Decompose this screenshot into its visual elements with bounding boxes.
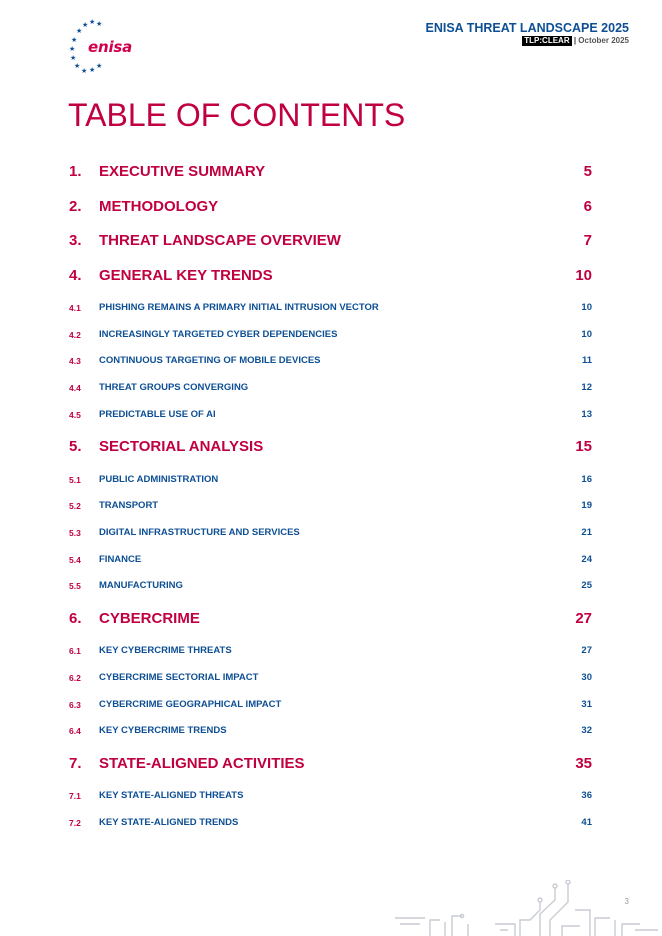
svg-text:★: ★ [89, 18, 96, 26]
toc-entry-page: 21 [581, 527, 592, 538]
header-subline [425, 36, 629, 46]
toc-entry-label[interactable]: DIGITAL INFRASTRUCTURE AND SERVICES [99, 527, 300, 538]
toc-entry-label[interactable]: CYBERCRIME SECTORIAL IMPACT [99, 672, 259, 683]
toc-entry-number: 4.2 [69, 330, 81, 340]
header-separator: | [571, 36, 579, 45]
svg-text:★: ★ [96, 20, 103, 28]
toc-entry-number: 5.1 [69, 475, 81, 485]
toc-entry-label[interactable]: TRANSPORT [99, 500, 159, 511]
toc-entry-page: 10 [581, 329, 592, 340]
toc-entry-page: 36 [581, 790, 592, 801]
toc-entry-page: 32 [581, 725, 592, 736]
toc-entry-page: 5 [583, 163, 592, 180]
toc-entry-label[interactable]: PUBLIC ADMINISTRATION [99, 474, 219, 485]
toc-entry-label[interactable]: SECTORIAL ANALYSIS [99, 438, 264, 455]
toc-entry-page: 10 [581, 302, 592, 313]
toc-entry-label[interactable]: EXECUTIVE SUMMARY [99, 163, 266, 180]
toc-entry-number: 4.3 [69, 356, 81, 366]
page-number: 3 [624, 897, 629, 906]
toc-entry-label[interactable]: METHODOLOGY [99, 198, 219, 215]
page-header [425, 21, 629, 46]
document-date: October 2025 [578, 36, 629, 45]
toc-entry-number: 3. [69, 232, 82, 249]
svg-text:★: ★ [70, 54, 77, 62]
toc-entry-page: 6 [583, 198, 592, 215]
toc-entry-number: 1. [69, 163, 82, 180]
toc-entry-page: 7 [583, 232, 592, 249]
toc-entry-page: 25 [581, 580, 592, 591]
toc-entry-page: 41 [581, 817, 592, 828]
toc-entry-label[interactable]: MANUFACTURING [99, 580, 183, 591]
toc-entry-number: 7. [69, 755, 82, 772]
svg-text:★: ★ [81, 67, 88, 75]
toc-entry-page: 27 [581, 645, 592, 656]
toc-entry-page: 12 [581, 382, 592, 393]
toc-entry-label[interactable]: THREAT GROUPS CONVERGING [99, 382, 249, 393]
toc-entry-number: 7.2 [69, 818, 81, 828]
tlp-badge: TLP:CLEAR [524, 36, 570, 45]
toc-entry-number: 4.5 [69, 410, 81, 420]
toc-entry-page: 24 [581, 554, 592, 565]
toc-entry-number: 2. [69, 198, 82, 215]
toc-entry-label[interactable]: KEY CYBERCRIME TRENDS [99, 725, 227, 736]
toc-entry-label[interactable]: CYBERCRIME [99, 610, 200, 627]
toc-entry-number: 5.4 [69, 555, 81, 565]
toc-entry-label[interactable]: KEY STATE-ALIGNED TRENDS [99, 817, 239, 828]
toc-entry-number: 5. [69, 438, 82, 455]
toc-entry-number: 5.2 [69, 501, 81, 511]
svg-text:★: ★ [76, 27, 83, 35]
toc-entry-number: 5.5 [69, 581, 81, 591]
toc-entry-page: 15 [575, 438, 592, 455]
toc-entry-page: 13 [581, 409, 592, 420]
page-title: TABLE OF CONTENTS [68, 97, 406, 133]
toc-entry-page: 10 [575, 267, 592, 284]
toc-entry-label[interactable]: CONTINUOUS TARGETING OF MOBILE DEVICES [99, 355, 321, 366]
document-title: ENISA THREAT LANDSCAPE 2025 [425, 21, 629, 35]
toc-entry-label[interactable]: CYBERCRIME GEOGRAPHICAL IMPACT [99, 699, 282, 710]
toc-entry-label[interactable]: STATE-ALIGNED ACTIVITIES [99, 755, 305, 772]
toc-entry-number: 6.2 [69, 673, 81, 683]
enisa-logo [68, 18, 132, 76]
toc-entry-number: 4. [69, 267, 82, 284]
svg-text:★: ★ [69, 45, 76, 53]
toc-entry-page: 35 [575, 755, 592, 772]
toc-entry-label[interactable]: KEY STATE-ALIGNED THREATS [99, 790, 244, 801]
toc-entry-number: 6.3 [69, 700, 81, 710]
svg-text:★: ★ [96, 62, 103, 70]
svg-text:★: ★ [82, 21, 89, 29]
circuit-decoration-icon [390, 880, 662, 936]
svg-text:★: ★ [71, 36, 78, 44]
toc-entry-label[interactable]: PREDICTABLE USE OF AI [99, 409, 216, 420]
toc-entry-number: 7.1 [69, 791, 81, 801]
toc-entry-page: 16 [581, 474, 592, 485]
toc-entry-label[interactable]: GENERAL KEY TRENDS [99, 267, 273, 284]
toc-entry-label[interactable]: FINANCE [99, 554, 142, 565]
toc-entry-page: 19 [581, 500, 592, 511]
toc-entry-number: 5.3 [69, 528, 81, 538]
logo-wordmark: enisa [88, 38, 133, 56]
toc-entry-page: 11 [581, 355, 592, 366]
toc-entry-page: 27 [575, 610, 592, 627]
toc-entry-page: 30 [581, 672, 592, 683]
toc-entry-number: 6.1 [69, 646, 81, 656]
toc-entry-label[interactable]: PHISHING REMAINS A PRIMARY INITIAL INTRUSION VECTOR [99, 302, 379, 313]
toc-entry-number: 6. [69, 610, 82, 627]
svg-text:★: ★ [74, 62, 81, 70]
toc-entry-label[interactable]: THREAT LANDSCAPE OVERVIEW [99, 232, 341, 249]
toc-entry-page: 31 [581, 699, 592, 710]
toc-entry-label[interactable]: INCREASINGLY TARGETED CYBER DEPENDENCIES [99, 329, 338, 340]
toc-entry-number: 4.4 [69, 383, 81, 393]
svg-text:★: ★ [89, 66, 96, 74]
toc-entry-number: 6.4 [69, 726, 81, 736]
toc-entry-number: 4.1 [69, 303, 81, 313]
toc-entry-label[interactable]: KEY CYBERCRIME THREATS [99, 645, 232, 656]
